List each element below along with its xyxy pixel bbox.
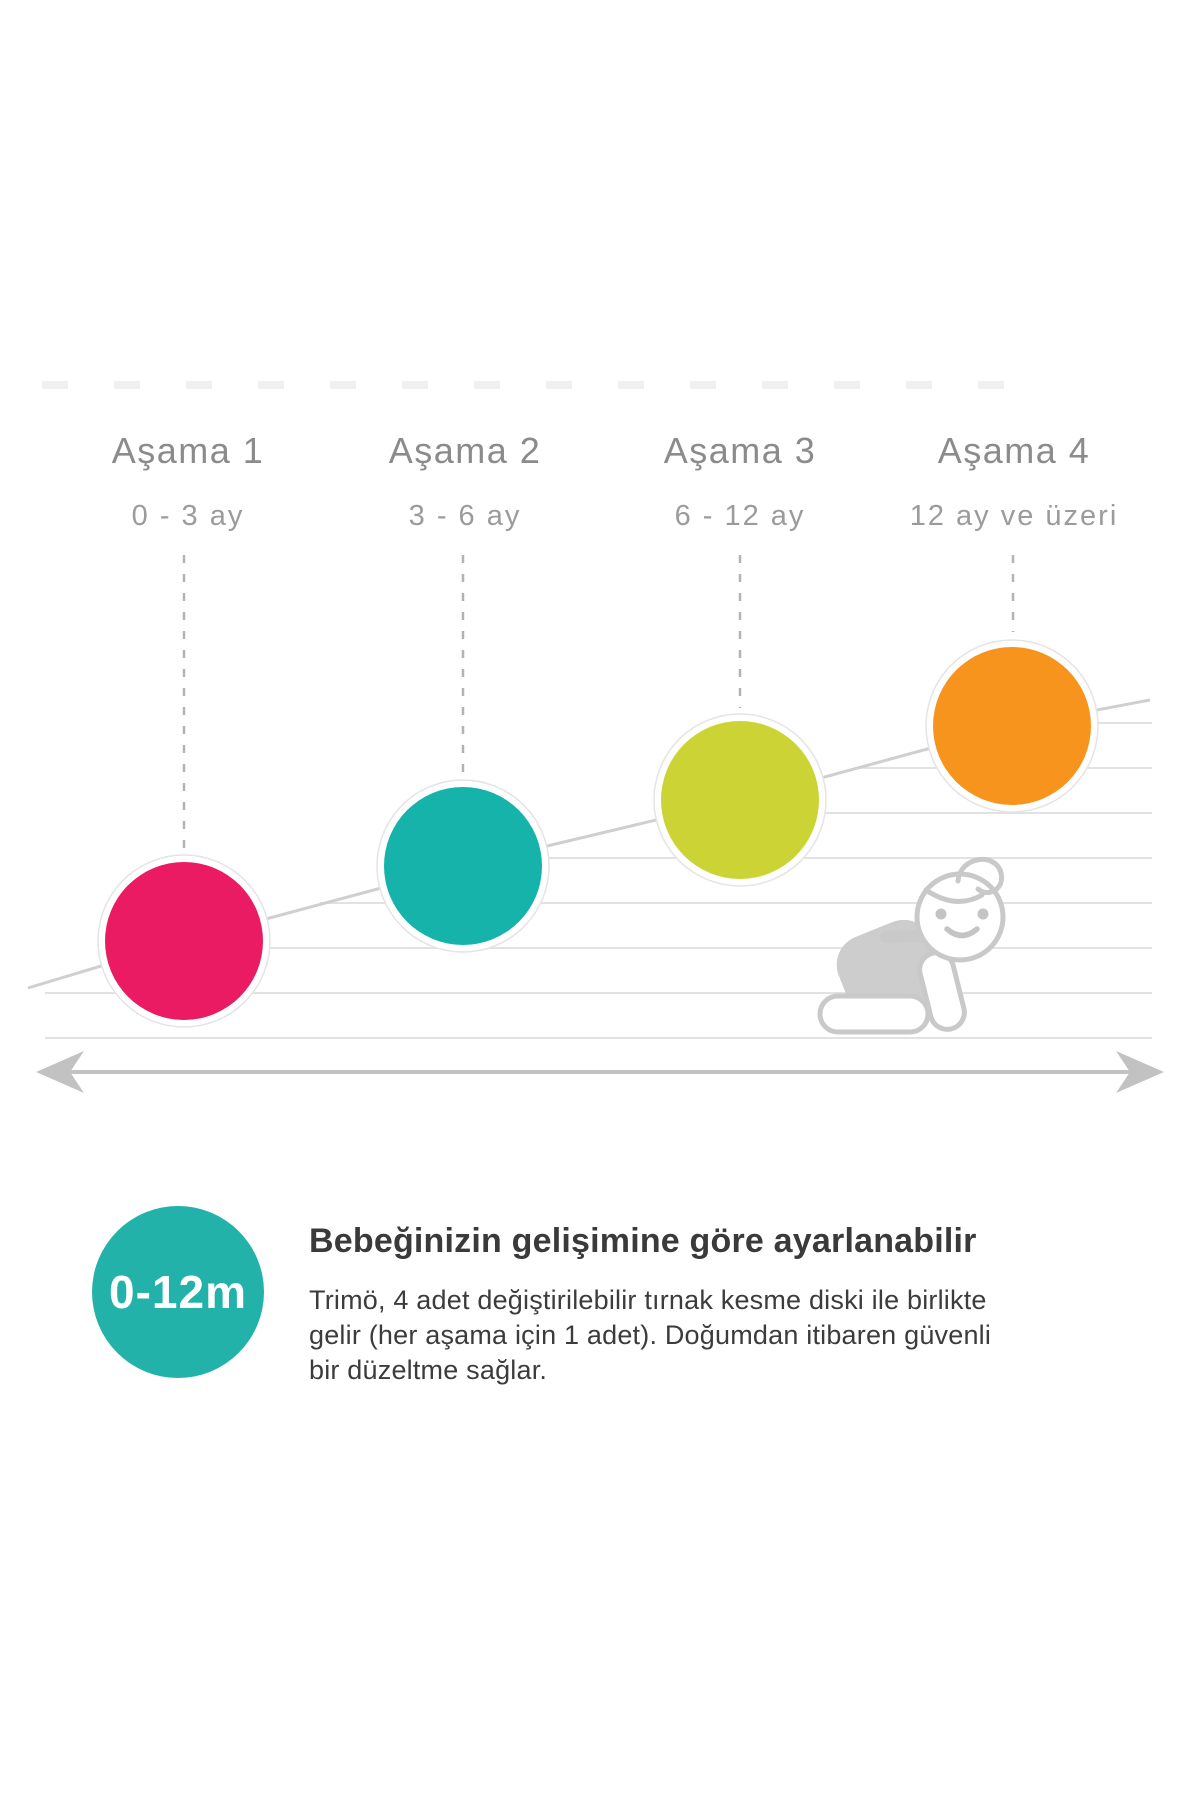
crawling-baby-icon	[820, 859, 1003, 1037]
stage-circle-1	[105, 862, 263, 1020]
stage-column-3	[590, 430, 890, 533]
stage-circle-2	[384, 787, 542, 945]
info-line: gelir (her aşama için 1 adet). Doğumdan itibaren güvenli	[309, 1320, 992, 1350]
stage-column-4	[864, 430, 1164, 533]
stage-circle-3	[661, 721, 819, 879]
info-paragraph	[309, 1283, 1109, 1388]
stage-range: 3 - 6 ay	[408, 500, 522, 532]
age-badge	[92, 1206, 264, 1378]
stage-range: 12 ay ve üzeri	[909, 500, 1119, 532]
stage-title: Aşama 4	[937, 430, 1091, 471]
info-line: bir düzeltme sağlar.	[309, 1355, 548, 1385]
info-heading: Bebeğinizin gelişimine göre ayarlanabilir	[309, 1222, 977, 1260]
stage-column-1	[38, 430, 338, 533]
stage-title: Aşama 3	[663, 430, 817, 471]
stage-column-2	[315, 430, 615, 533]
stage-circle-4	[933, 647, 1091, 805]
age-badge-label: 0-12m	[109, 1266, 247, 1318]
info-line: Trimö, 4 adet değiştirilebilir tırnak kesme diski ile birlikte	[309, 1285, 987, 1315]
top-fade-band	[42, 381, 1032, 389]
stage-title: Aşama 1	[111, 430, 265, 471]
stage-range: 6 - 12 ay	[674, 500, 806, 532]
stage-title: Aşama 2	[388, 430, 542, 471]
timeline-arrow-icon	[36, 1051, 1164, 1093]
stage-range: 0 - 3 ay	[131, 500, 245, 532]
growth-chart	[0, 540, 1200, 1110]
